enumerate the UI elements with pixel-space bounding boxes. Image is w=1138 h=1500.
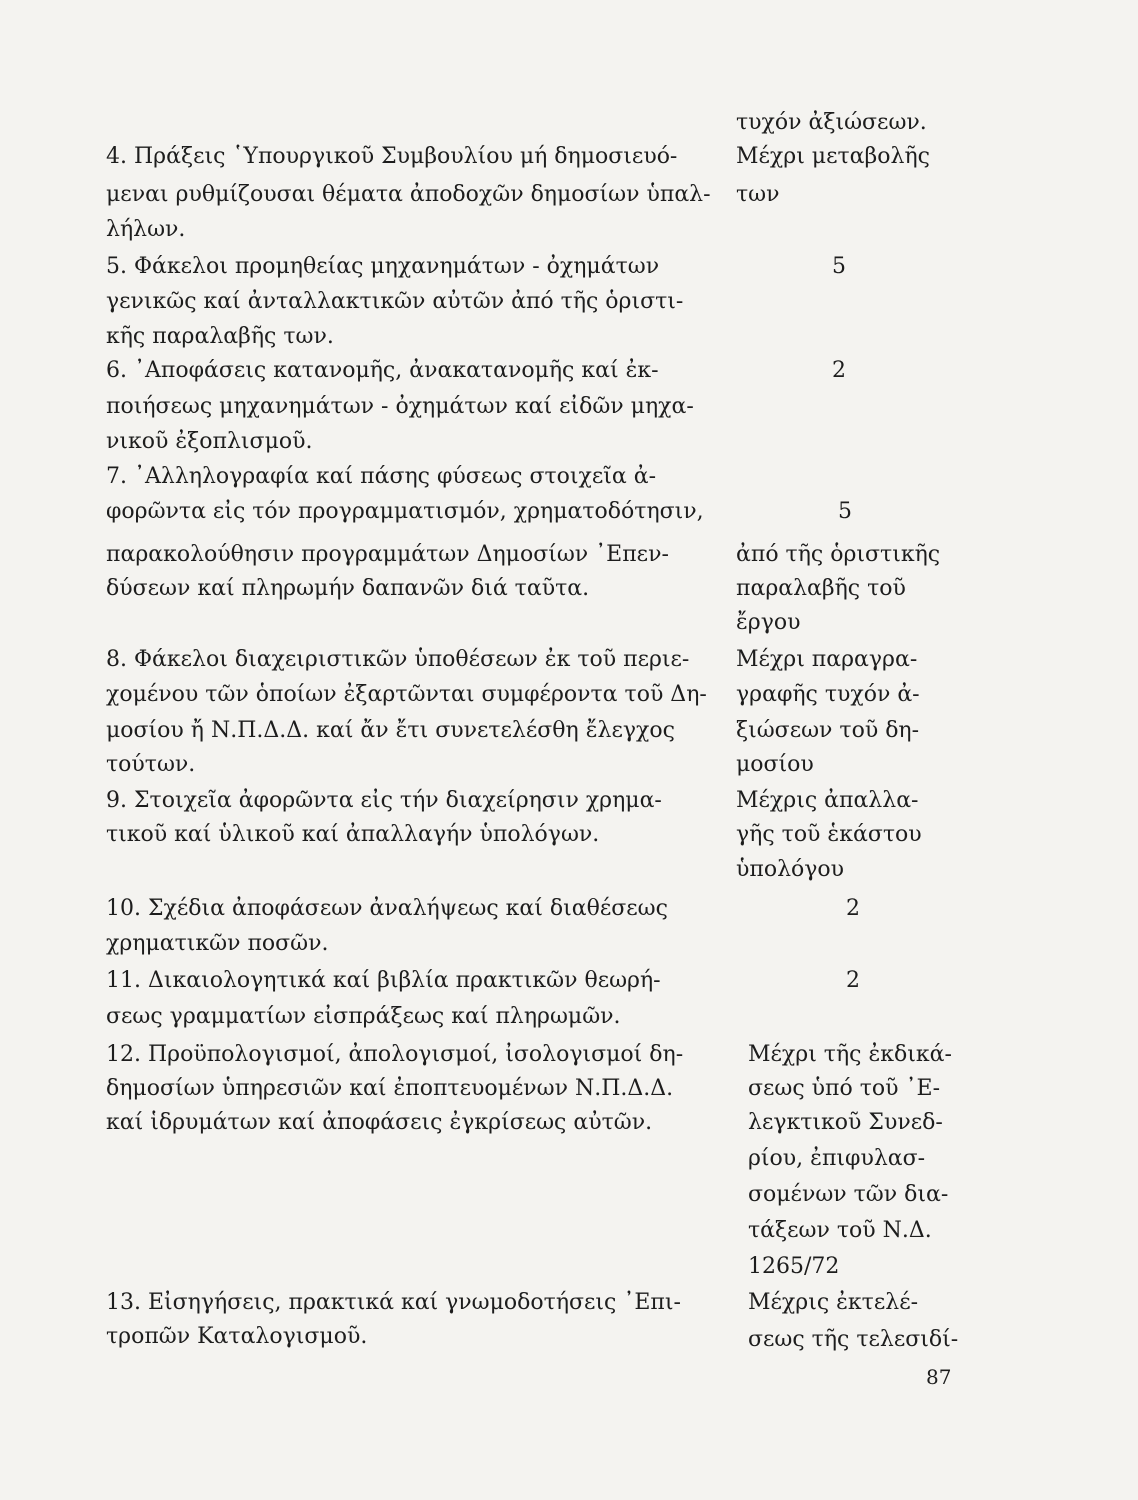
retention-years: 2 <box>846 896 860 921</box>
entry-7-line: φορῶντα εἰς τόν προγραμματισμόν, χρηματοδότησιν, <box>106 499 704 524</box>
entry-5-line: κῆς παραλαβῆς των. <box>106 324 334 349</box>
retention-text: σεως τῆς τελεσιδί- <box>748 1327 959 1352</box>
entry-11-line: 11. Δικαιολογητικά καί βιβλία πρακτικῶν θεωρή- <box>106 968 661 993</box>
retention-text: Μέχρι μεταβολῆς <box>736 144 930 169</box>
entry-7-line: δύσεων καί πληρωμήν δαπανῶν διά ταῦτα. <box>106 576 590 601</box>
retention-text: Μέχρις ἀπαλλα- <box>736 788 919 813</box>
retention-text: ὑπολόγου <box>736 857 845 882</box>
retention-years: 5 <box>838 499 852 524</box>
entry-13-line: 13. Εἰσηγήσεις, πρακτικά καί γνωμοδοτήσεις ᾿Επι- <box>106 1290 681 1315</box>
retention-text: τάξεων τοῦ Ν.Δ. <box>748 1218 932 1243</box>
entry-6-line: νικοῦ ἐξοπλισμοῦ. <box>106 429 313 454</box>
entry-12-line: καί ἱδρυμάτων καί ἀποφάσεις ἐγκρίσεως αὐτῶν. <box>106 1110 653 1135</box>
retention-text: Μέχρι τῆς ἐκδικά- <box>748 1042 952 1067</box>
entry-11-line: σεως γραμματίων εἰσπράξεως καί πληρωμῶν. <box>106 1004 621 1029</box>
entry-12-line: δημοσίων ὑπηρεσιῶν καί ἐποπτευομένων Ν.Π.Δ.Δ. <box>106 1076 674 1101</box>
entry-6-line: 6. ᾿Αποφάσεις κατανομῆς, ἀνακατανομῆς καί ἐκ- <box>106 358 659 383</box>
entry-8-line: μοσίου ἤ Ν.Π.Δ.Δ. καί ἄν ἔτι συνετελέσθη ἔλεγχος <box>106 718 675 743</box>
entry-6-line: ποιήσεως μηχανημάτων - ὀχημάτων καί εἰδῶν μηχα- <box>106 394 694 419</box>
entry-7-line: παρακολούθησιν προγραμμάτων Δημοσίων ᾿Επεν- <box>106 542 669 567</box>
entry-9-line: τικοῦ καί ὑλικοῦ καί ἀπαλλαγήν ὑπολόγων. <box>106 822 600 847</box>
retention-text: των <box>736 182 780 207</box>
retention-text: ἀπό τῆς ὁριστικῆς <box>736 542 941 567</box>
retention-text: γῆς τοῦ ἑκάστου <box>736 822 922 847</box>
entry-12-line: 12. Προϋπολογισμοί, ἀπολογισμοί, ἰσολογισμοί δη- <box>106 1042 684 1067</box>
retention-text: ξιώσεων τοῦ δη- <box>736 718 920 743</box>
entry-4-line: 4. Πράξεις ῾Υπουργικοῦ Συμβουλίου μή δημοσιευό- <box>106 144 678 169</box>
retention-text: σεως ὑπό τοῦ ᾿Ε- <box>748 1076 941 1101</box>
entry-10-line: χρηματικῶν ποσῶν. <box>106 931 329 956</box>
retention-text: ἔργου <box>736 610 801 635</box>
retention-text: Μέχρι παραγρα- <box>736 647 918 672</box>
entry-4-line: μεναι ρυθμίζουσαι θέματα ἀποδοχῶν δημοσίων ὑπαλ- <box>106 182 711 207</box>
entry-5-line: γενικῶς καί ἀνταλλακτικῶν αὐτῶν ἀπό τῆς ὁριστι- <box>106 289 684 314</box>
retention-text: γραφῆς τυχόν ἀ- <box>736 682 920 707</box>
retention-years: 2 <box>846 968 860 993</box>
retention-text: λεγκτικοῦ Συνεδ- <box>748 1110 943 1135</box>
retention-text: μοσίου <box>736 752 814 777</box>
entry-10-line: 10. Σχέδια ἀποφάσεων ἀναλήψεως καί διαθέσεως <box>106 896 668 921</box>
entry-13-line: τροπῶν Καταλογισμοῦ. <box>106 1324 368 1349</box>
retention-years: 5 <box>832 254 846 279</box>
retention-text: σομένων τῶν δια- <box>748 1182 949 1207</box>
retention-text: τυχόν ἀξιώσεων. <box>736 110 927 135</box>
entry-9-line: 9. Στοιχεῖα ἀφορῶντα εἰς τήν διαχείρησιν χρημα- <box>106 788 662 813</box>
page-number: 87 <box>926 1365 952 1389</box>
entry-8-line: 8. Φάκελοι διαχειριστικῶν ὑποθέσεων ἐκ τοῦ περιε- <box>106 647 690 672</box>
entry-8-line: χομένου τῶν ὁποίων ἐξαρτῶνται συμφέροντα τοῦ Δη- <box>106 682 707 707</box>
retention-text: παραλαβῆς τοῦ <box>736 576 906 601</box>
retention-text: 1265/72 <box>748 1254 840 1279</box>
entry-7-line: 7. ᾿Αλληλογραφία καί πάσης φύσεως στοιχεῖα ἀ- <box>106 464 656 489</box>
retention-text: Μέχρις ἐκτελέ- <box>748 1290 919 1315</box>
retention-years: 2 <box>832 358 846 383</box>
entry-8-line: τούτων. <box>106 752 196 777</box>
entry-4-line: λήλων. <box>106 217 186 242</box>
entry-5-line: 5. Φάκελοι προμηθείας μηχανημάτων - ὀχημάτων <box>106 254 660 279</box>
retention-text: ρίου, ἐπιφυλασ- <box>748 1146 926 1171</box>
